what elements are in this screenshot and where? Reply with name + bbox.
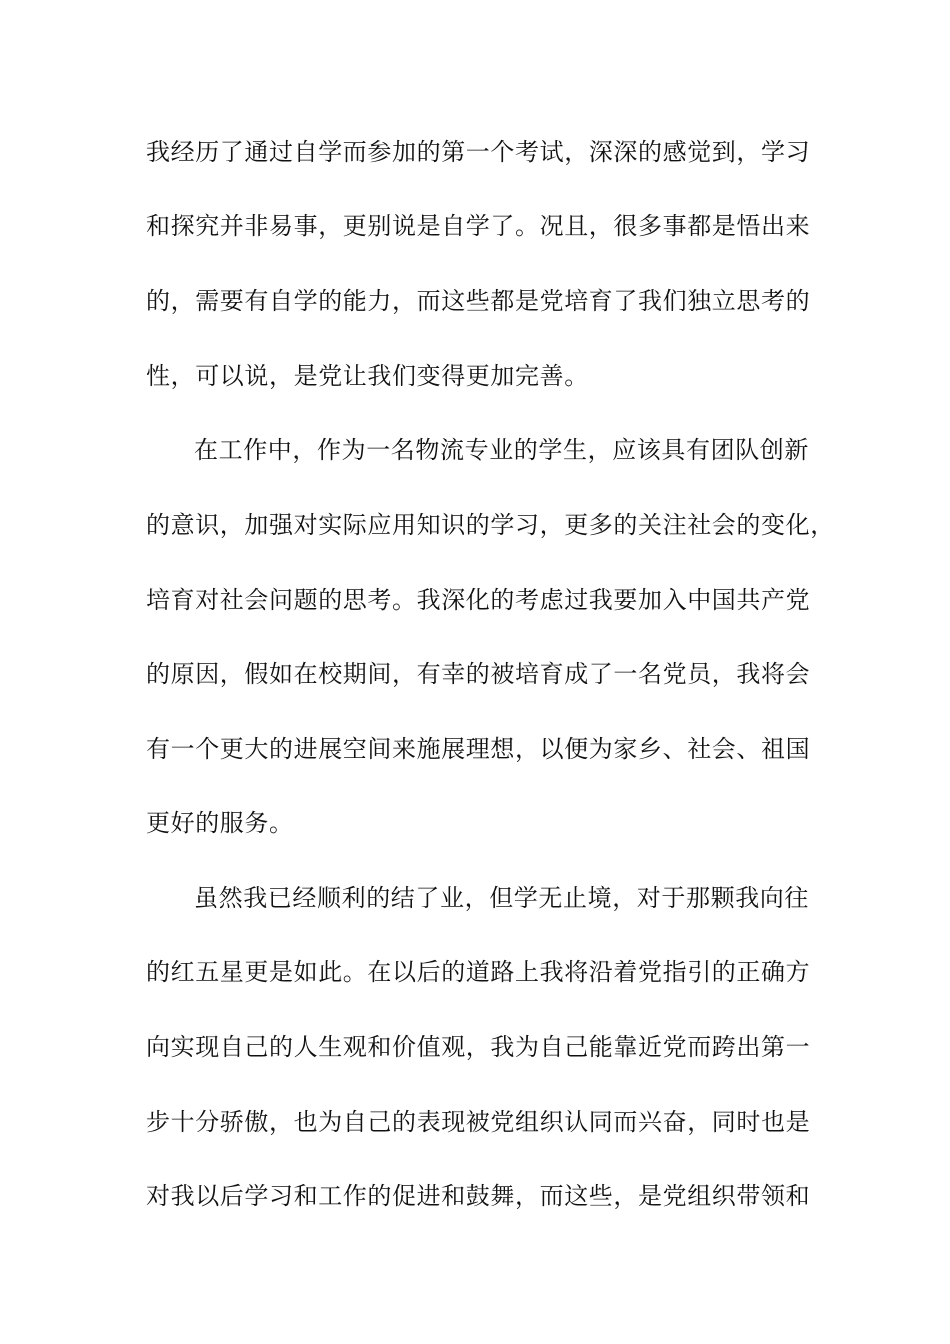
text-line: 的原因，假如在校期间，有幸的被培育成了一名党员，我将会	[146, 660, 811, 688]
text-line: 的红五星更是如此。在以后的道路上我将沿着党指引的正确方	[146, 958, 811, 986]
paragraph-first-line: 虽然我已经顺利的结了业，但学无止境，对于那颗我向往	[194, 884, 809, 912]
text-line: 我经历了通过自学而参加的第一个考试，深深的感觉到，学习	[146, 138, 811, 166]
text-line: 对我以后学习和工作的促进和鼓舞，而这些，是党组织带领和	[146, 1182, 811, 1210]
text-line: 的，需要有自学的能力，而这些都是党培育了我们独立思考的	[146, 287, 811, 315]
text-line: 更好的服务。	[146, 809, 294, 837]
text-line: 和探究并非易事，更别说是自学了。况且，很多事都是悟出来	[146, 212, 811, 240]
text-line: 步十分骄傲，也为自己的表现被党组织认同而兴奋，同时也是	[146, 1108, 811, 1136]
text-line: 向实现自己的人生观和价值观，我为自己能靠近党而跨出第一	[146, 1033, 811, 1061]
text-line: 的意识，加强对实际应用知识的学习，更多的关注社会的变化，	[146, 511, 835, 539]
text-line: 有一个更大的进展空间来施展理想，以便为家乡、社会、祖国	[146, 735, 811, 763]
text-line: 培育对社会问题的思考。我深化的考虑过我要加入中国共产党	[146, 586, 811, 614]
paragraph-first-line: 在工作中，作为一名物流专业的学生，应该具有团队创新	[194, 436, 809, 464]
text-line: 性，可以说，是党让我们变得更加完善。	[146, 362, 589, 390]
